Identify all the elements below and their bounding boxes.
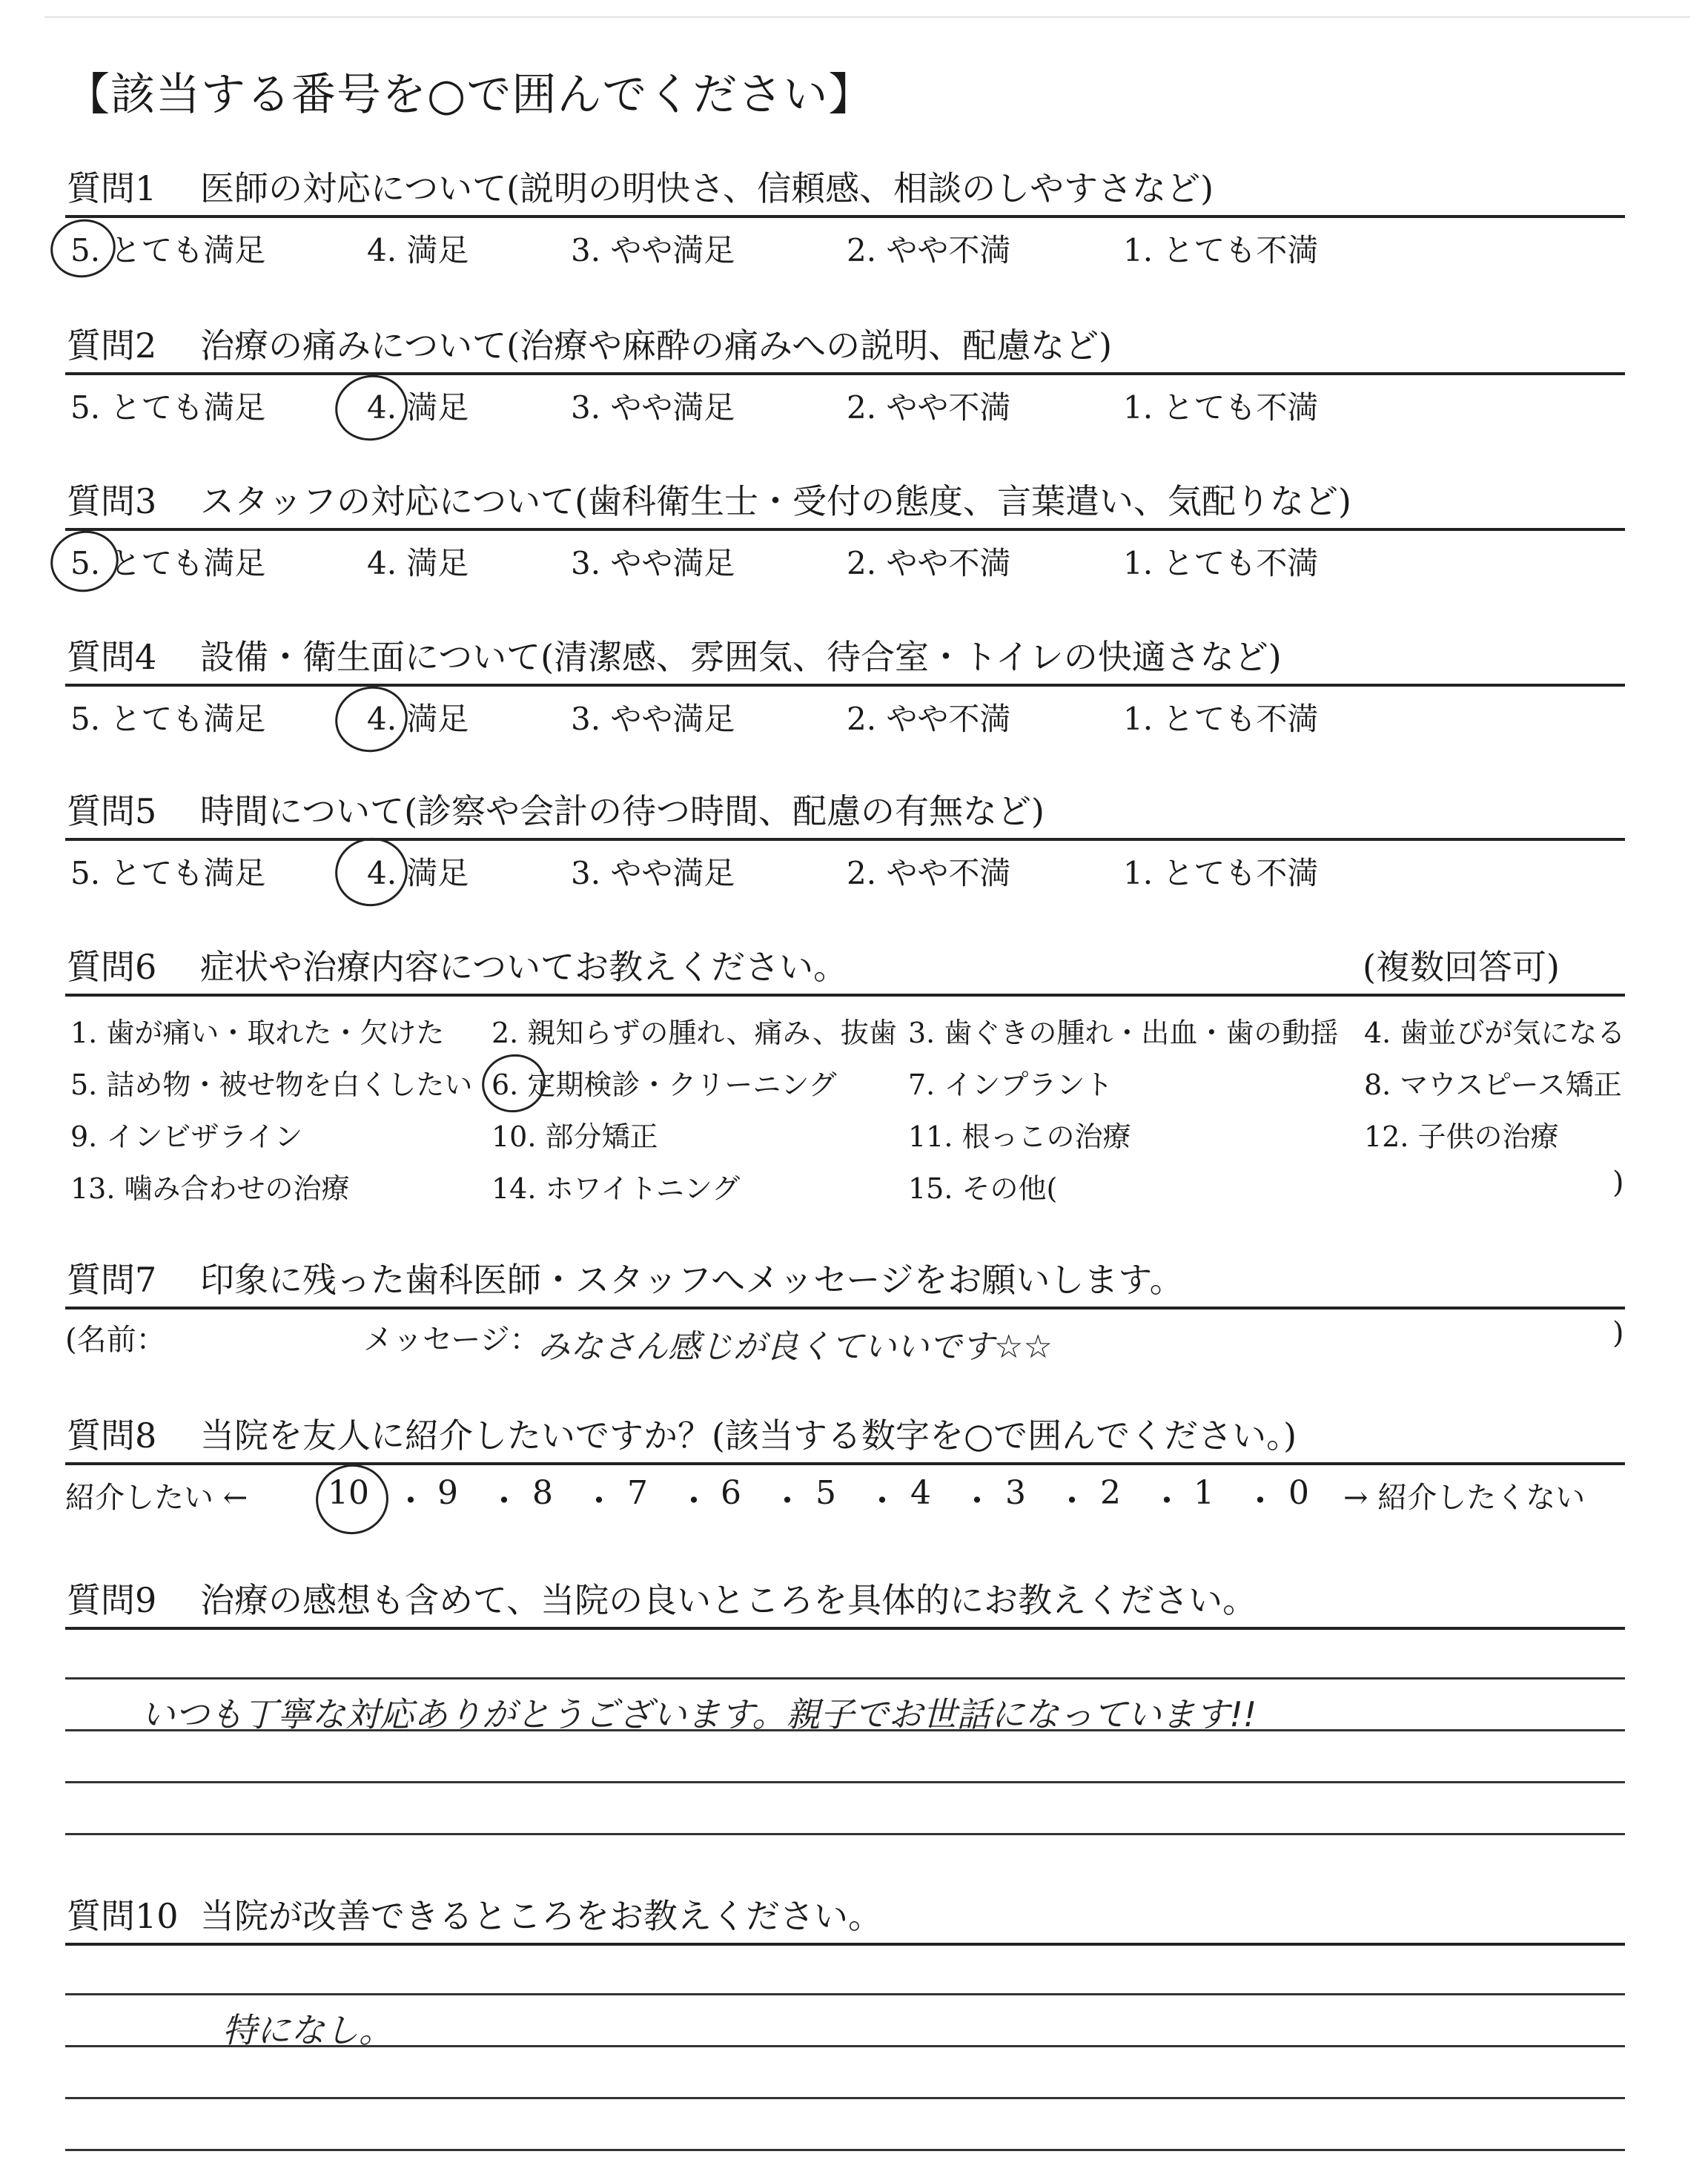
q9-answer-line (65, 1833, 1625, 1835)
question-9-number: 質問9 (67, 1580, 157, 1620)
question-10-text: 当院が改善できるところをお教えください。 (200, 1896, 882, 1936)
q10-answer-handwritten: 特になし。 (222, 2010, 393, 2050)
q1-answer-circle (45, 214, 121, 284)
q8-scale-3[interactable]: 3 (1005, 1474, 1026, 1512)
form-heading: 【該当する番号を○で囲んでください】 (65, 69, 874, 121)
question-5-rule (65, 838, 1625, 841)
question-8-number: 質問8 (67, 1416, 157, 1456)
q2-answer-circle (329, 369, 414, 447)
q8-scale-9[interactable]: 9 (437, 1474, 458, 1512)
q9-answer-line (65, 1781, 1625, 1783)
q8-dot: ・ (771, 1482, 804, 1520)
q5-option-3[interactable]: 3. やや満足 (571, 855, 735, 891)
q6-option-15[interactable]: 15. その他( (908, 1172, 1058, 1205)
q7-name-label: (名前： (65, 1323, 166, 1357)
q1-option-5[interactable]: 5. とても満足 (70, 232, 266, 268)
q1-option-2[interactable]: 2. やや不満 (847, 232, 1011, 268)
page-top-edge (44, 16, 1690, 18)
q5-option-2[interactable]: 2. やや不満 (847, 855, 1011, 891)
question-6-text: 症状や治療内容についてお教えください。 (200, 947, 848, 987)
q8-dot: ・ (1151, 1482, 1183, 1520)
question-9-rule (65, 1627, 1625, 1630)
question-7-number: 質問7 (67, 1260, 157, 1300)
question-5-title (67, 785, 1045, 833)
q6-option-12[interactable]: 12. 子供の治療 (1364, 1120, 1559, 1153)
q6-option-10[interactable]: 10. 部分矯正 (491, 1120, 658, 1153)
question-7-rule (65, 1307, 1625, 1309)
q8-dot: ・ (1056, 1482, 1088, 1520)
q8-scale-5[interactable]: 5 (815, 1474, 836, 1512)
q10-answer-line (65, 2097, 1625, 2099)
q3-option-1[interactable]: 1. とても不満 (1123, 545, 1319, 581)
question-6-note: (複数回答可) (1363, 947, 1560, 987)
question-2-rule (65, 372, 1625, 375)
q2-option-3[interactable]: 3. やや満足 (571, 389, 735, 426)
q7-message-handwritten: みなさん感じが良くていいです☆☆ (537, 1328, 1053, 1366)
q6-option-3[interactable]: 3. 歯ぐきの腫れ・出血・歯の動揺 (908, 1017, 1339, 1049)
question-4-number: 質問4 (67, 637, 157, 677)
q6-option-4[interactable]: 4. 歯並びが気になる (1364, 1017, 1626, 1049)
question-6-title (67, 940, 847, 989)
q5-option-1[interactable]: 1. とても不満 (1123, 855, 1319, 891)
q10-answer-line (65, 1993, 1625, 1995)
question-4-rule (65, 684, 1625, 687)
question-9-text: 治療の感想も含めて、当院の良いところを具体的にお教えください。 (200, 1580, 1257, 1620)
q3-option-2[interactable]: 2. やや不満 (847, 545, 1011, 581)
question-8-rule (65, 1462, 1625, 1465)
q8-answer-circle (309, 1458, 394, 1541)
question-10-number: 質問10 (67, 1896, 179, 1936)
question-5-number: 質問5 (67, 791, 157, 831)
q8-left-label: 紹介したい ← (65, 1481, 248, 1515)
question-10-title (67, 1889, 882, 1938)
q3-option-5[interactable]: 5. とても満足 (70, 545, 266, 581)
q7-close-paren: ) (1612, 1316, 1624, 1350)
q2-option-1[interactable]: 1. とても不満 (1123, 389, 1319, 426)
question-10-rule (65, 1943, 1625, 1946)
q8-dot: ・ (488, 1482, 520, 1520)
question-7-title (67, 1253, 1184, 1302)
q10-answer-line (65, 2149, 1625, 2151)
question-7-text: 印象に残った歯科医師・スタッフへメッセージをお願いします。 (200, 1260, 1184, 1300)
q2-option-5[interactable]: 5. とても満足 (70, 389, 266, 426)
question-1-title (67, 162, 1214, 211)
q8-dot: ・ (1244, 1482, 1277, 1520)
q6-option-1[interactable]: 1. 歯が痛い・取れた・欠けた (70, 1017, 445, 1049)
q6-option-14[interactable]: 14. ホワイトニング (491, 1172, 741, 1205)
q3-option-4[interactable]: 4. 満足 (367, 545, 469, 581)
q8-scale-7[interactable]: 7 (627, 1474, 648, 1512)
question-2-number: 質問2 (67, 326, 157, 366)
q2-option-4[interactable]: 4. 満足 (367, 389, 469, 426)
q8-dot: ・ (961, 1482, 993, 1520)
q4-option-4[interactable]: 4. 満足 (367, 701, 469, 737)
q9-answer-line (65, 1677, 1625, 1680)
q4-option-1[interactable]: 1. とても不満 (1123, 701, 1319, 737)
question-4-title (67, 630, 1282, 679)
q8-right-label: → 紹介したくない (1343, 1481, 1586, 1515)
q8-scale-10[interactable]: 10 (328, 1474, 369, 1512)
q9-answer-handwritten: いつも丁寧な対応ありがとうございます。親子でお世話になっています!! (141, 1694, 1257, 1734)
q8-scale-0[interactable]: 0 (1288, 1474, 1309, 1512)
q6-option-8[interactable]: 8. マウスピース矯正 (1364, 1069, 1622, 1101)
q8-dot: ・ (394, 1482, 427, 1520)
q8-scale-2[interactable]: 2 (1100, 1474, 1121, 1512)
question-1-number: 質問1 (67, 168, 157, 208)
question-8-text: 当院を友人に紹介したいですか？(該当する数字を○で囲んでください。) (200, 1416, 1297, 1456)
q4-option-2[interactable]: 2. やや不満 (847, 701, 1011, 737)
q8-scale-1[interactable]: 1 (1194, 1474, 1214, 1512)
q1-option-4[interactable]: 4. 満足 (367, 232, 469, 268)
q7-message-label: メッセージ： (363, 1323, 540, 1357)
question-2-title (67, 319, 1112, 368)
question-1-text: 医師の対応について(説明の明快さ、信頼感、相談のしやすさなど) (200, 168, 1214, 208)
q6-answer-circle (477, 1048, 551, 1118)
question-2-text: 治療の痛みについて(治療や麻酔の痛みへの説明、配慮など) (200, 326, 1113, 366)
q4-option-3[interactable]: 3. やや満足 (571, 701, 735, 737)
q1-option-3[interactable]: 3. やや満足 (571, 232, 735, 268)
question-3-text: スタッフの対応について(歯科衛生士・受付の態度、言葉遣い、気配りなど) (200, 481, 1351, 521)
q5-answer-circle (329, 831, 414, 913)
question-6-number: 質問6 (67, 947, 157, 987)
q2-option-2[interactable]: 2. やや不満 (847, 389, 1011, 426)
q6-option-11[interactable]: 11. 根っこの治療 (908, 1120, 1131, 1153)
q6-option-6[interactable]: 6. 定期検診・クリーニング (491, 1069, 837, 1101)
q6-option-15-close: ) (1612, 1166, 1624, 1200)
q6-option-5[interactable]: 5. 詰め物・被せ物を白くしたい (70, 1069, 473, 1101)
q8-scale-6[interactable]: 6 (721, 1474, 741, 1512)
q4-option-5[interactable]: 5. とても満足 (70, 701, 266, 737)
q8-scale-8[interactable]: 8 (532, 1474, 553, 1512)
question-1-rule (65, 215, 1625, 218)
question-8-title (67, 1409, 1297, 1458)
question-5-text: 時間について(診察や会計の待つ時間、配慮の有無など) (200, 791, 1045, 831)
q3-answer-circle (44, 524, 124, 598)
q8-dot: ・ (866, 1482, 898, 1520)
question-6-rule (65, 994, 1625, 997)
q4-answer-circle (329, 680, 414, 759)
q8-dot: ・ (678, 1482, 710, 1520)
question-3-number: 質問3 (67, 481, 157, 521)
q3-option-3[interactable]: 3. やや満足 (571, 545, 735, 581)
q8-scale-4[interactable]: 4 (910, 1474, 931, 1512)
q1-option-1[interactable]: 1. とても不満 (1123, 232, 1319, 268)
q6-option-13[interactable]: 13. 噛み合わせの治療 (70, 1172, 350, 1205)
q5-option-5[interactable]: 5. とても満足 (70, 855, 266, 891)
question-9-title (67, 1573, 1257, 1622)
question-3-rule (65, 528, 1625, 531)
q5-option-4[interactable]: 4. 満足 (367, 855, 469, 891)
q6-option-7[interactable]: 7. インプラント (908, 1069, 1113, 1101)
question-4-text: 設備・衛生面について(清潔感、雰囲気、待合室・トイレの快適さなど) (200, 637, 1282, 677)
question-3-title (67, 475, 1351, 524)
q6-option-2[interactable]: 2. 親知らずの腫れ、痛み、抜歯 (491, 1017, 897, 1049)
q8-dot: ・ (583, 1482, 615, 1520)
q6-option-9[interactable]: 9. インビザライン (70, 1120, 303, 1153)
